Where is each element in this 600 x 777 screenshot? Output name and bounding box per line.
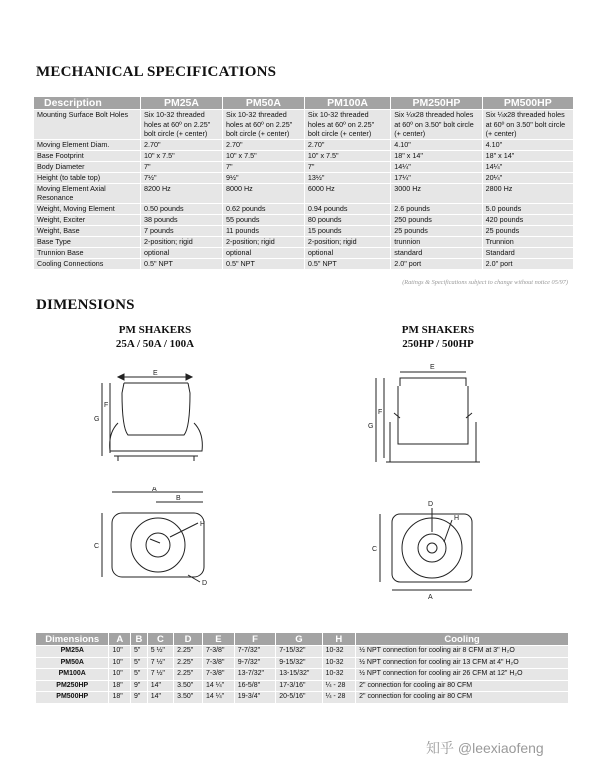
spec-row-label: Weight, Base: [34, 225, 141, 236]
spec-cell: 2.70": [222, 139, 304, 150]
spec-row-label: Mounting Surface Bolt Holes: [34, 110, 141, 140]
spec-row: [34, 139, 574, 150]
spec-cell: standard: [391, 247, 482, 258]
spec-row: [34, 203, 574, 214]
spec-row-label: Trunnion Base: [34, 247, 141, 258]
dims-cell: 14": [147, 680, 173, 692]
dims-cell: 14 ¼": [203, 680, 235, 692]
spec-cell: 0.5" NPT: [222, 258, 304, 269]
large-shaker-plan-drawing: [370, 496, 490, 601]
dimensions-title: DIMENSIONS: [36, 297, 135, 313]
spec-cell: Six 10-32 threaded holes at 60º on 2.25" bolt circle (+ center): [304, 110, 390, 140]
shakers-left-caption: [95, 323, 215, 351]
dims-header-8: H: [322, 633, 356, 646]
spec-cell: 0.94 pounds: [304, 203, 390, 214]
spec-cell: 250 pounds: [391, 214, 482, 225]
spec-row: [34, 225, 574, 236]
spec-cell: 0.62 pounds: [222, 203, 304, 214]
spec-cell: 18" x 14": [391, 150, 482, 161]
dims-model: PM250HP: [36, 680, 109, 692]
dims-row: [36, 657, 569, 669]
dims-cell: 9-15/32": [276, 657, 322, 669]
label-f-right: F: [378, 409, 383, 416]
spec-header-2: PM50A: [222, 97, 304, 110]
dims-cell: 7-7/32": [234, 646, 275, 658]
dims-cell: 7 ½": [147, 657, 173, 669]
label-f-left: F: [104, 402, 109, 409]
spec-row: [34, 214, 574, 225]
dims-cell: ¼ - 28: [322, 692, 356, 704]
spec-row: [34, 183, 574, 203]
dims-cooling: 2" connection for cooling air 80 CFM: [356, 692, 569, 704]
dims-cell: 5": [131, 657, 148, 669]
spec-cell: Six 10-32 threaded holes at 60º on 2.25" bolt circle (+ center): [222, 110, 304, 140]
label-e: E: [153, 370, 158, 377]
spec-cell: 2.0" port: [482, 258, 573, 269]
dims-model: PM100A: [36, 669, 109, 681]
label-c-right: C: [372, 546, 378, 553]
dims-header-3: C: [147, 633, 173, 646]
spec-cell: 11 pounds: [222, 225, 304, 236]
dims-cooling: ½ NPT connection for cooling air 13 CFM at 4" H₂O: [356, 657, 569, 669]
spec-cell: 7": [304, 161, 390, 172]
dims-cell: 20-5/16": [276, 692, 322, 704]
dims-cell: 3.50": [174, 692, 203, 704]
spec-cell: 8000 Hz: [222, 183, 304, 203]
spec-header-3: PM100A: [304, 97, 390, 110]
spec-cell: 2-position; rigid: [304, 236, 390, 247]
label-e-right: E: [430, 364, 435, 371]
dims-row: [36, 692, 569, 704]
dims-cell: 9-7/32": [234, 657, 275, 669]
spec-cell: optional: [304, 247, 390, 258]
dims-cell: 19-3/4": [234, 692, 275, 704]
spec-cell: 5.0 pounds: [482, 203, 573, 214]
dims-cell: 14": [147, 692, 173, 704]
label-h-right: H: [454, 515, 460, 522]
dims-cell: 5 ½": [147, 646, 173, 658]
dims-cell: 14 ¼": [203, 692, 235, 704]
spec-cell: 80 pounds: [304, 214, 390, 225]
spec-cell: 20¼": [482, 172, 573, 183]
label-d-left: D: [202, 580, 208, 587]
dimensions-table: [35, 632, 569, 704]
spec-cell: 14¼": [391, 161, 482, 172]
label-g-right: G: [368, 423, 374, 430]
spec-row: [34, 236, 574, 247]
spec-cell: 0.5" NPT: [304, 258, 390, 269]
dims-cell: 7-3/8": [203, 657, 235, 669]
spec-cell: 7": [222, 161, 304, 172]
spec-row: [34, 161, 574, 172]
spec-cell: 2.70": [141, 139, 223, 150]
spec-cell: Six ¼x28 threaded holes at 60º on 3.50" bolt circle (+ center): [482, 110, 573, 140]
dims-model: PM500HP: [36, 692, 109, 704]
shakers-right-caption: [378, 323, 498, 351]
dims-cell: 7-15/32": [276, 646, 322, 658]
spec-cell: 7 pounds: [141, 225, 223, 236]
large-shaker-side-drawing: [360, 358, 485, 483]
dims-cell: 16-5/8": [234, 680, 275, 692]
dims-model: PM50A: [36, 657, 109, 669]
spec-row: [34, 150, 574, 161]
spec-cell: 10" x 7.5": [222, 150, 304, 161]
dims-header-2: B: [131, 633, 148, 646]
spec-cell: 2-position; rigid: [141, 236, 223, 247]
spec-cell: 2.6 pounds: [391, 203, 482, 214]
label-a-left: A: [152, 487, 157, 493]
spec-row-label: Base Footprint: [34, 150, 141, 161]
dims-header-1: A: [109, 633, 131, 646]
dims-cell: 5": [131, 669, 148, 681]
spec-row: [34, 258, 574, 269]
spec-header-4: PM250HP: [391, 97, 482, 110]
spec-row-label: Moving Element Axial Resonance: [34, 183, 141, 203]
shakers-left-line2: 25A / 50A / 100A: [115, 338, 195, 350]
watermark: 知乎 @leexiaofeng: [426, 740, 544, 756]
spec-cell: 7": [141, 161, 223, 172]
shakers-left-line1: PM SHAKERS: [118, 324, 192, 336]
spec-row-label: Base Type: [34, 236, 141, 247]
dims-cooling: 2" connection for cooling air 80 CFM: [356, 680, 569, 692]
dims-cell: 10-32: [322, 646, 356, 658]
spec-note: (Ratings & Specifications subject to change without notice 05/97): [402, 279, 568, 286]
dims-cell: 13-15/32": [276, 669, 322, 681]
spec-cell: Six ¼x28 threaded holes at 60º on 3.50" bolt circle (+ center): [391, 110, 482, 140]
spec-cell: 17¼": [391, 172, 482, 183]
spec-cell: 9½": [222, 172, 304, 183]
dims-header-0: Dimensions: [36, 633, 109, 646]
spec-cell: 14¼": [482, 161, 573, 172]
spec-cell: Six 10-32 threaded holes at 60º on 2.25" bolt circle (+ center): [141, 110, 223, 140]
label-a-right: A: [428, 594, 433, 601]
spec-cell: Standard: [482, 247, 573, 258]
dims-cell: 13-7/32": [234, 669, 275, 681]
dims-cell: 18": [109, 680, 131, 692]
spec-cell: optional: [141, 247, 223, 258]
spec-cell: 2800 Hz: [482, 183, 573, 203]
spec-row: [34, 247, 574, 258]
spec-cell: 0.5" NPT: [141, 258, 223, 269]
spec-cell: trunnion: [391, 236, 482, 247]
spec-cell: optional: [222, 247, 304, 258]
dims-cell: ¼ - 28: [322, 680, 356, 692]
mechanical-specs-title: MECHANICAL SPECIFICATIONS: [36, 64, 277, 80]
spec-cell: Trunnion: [482, 236, 573, 247]
dims-row: [36, 646, 569, 658]
dims-cooling: ½ NPT connection for cooling air 8 CFM at 3" H₂O: [356, 646, 569, 658]
spec-row: [34, 110, 574, 140]
small-shaker-plan-drawing: [88, 487, 228, 587]
spec-cell: 0.50 pounds: [141, 203, 223, 214]
spec-cell: 25 pounds: [391, 225, 482, 236]
label-g-left: G: [94, 416, 100, 423]
dims-cell: 7-3/8": [203, 669, 235, 681]
spec-cell: 4.10": [391, 139, 482, 150]
shakers-right-line2: 250HP / 500HP: [402, 338, 474, 350]
dims-cell: 2.25": [174, 646, 203, 658]
spec-cell: 13½": [304, 172, 390, 183]
dims-header-9: Cooling: [356, 633, 569, 646]
mechanical-specs-table: [33, 96, 574, 270]
spec-cell: 18" x 14": [482, 150, 573, 161]
dims-header-7: G: [276, 633, 322, 646]
dims-row: [36, 680, 569, 692]
label-h-left: H: [200, 521, 206, 528]
dims-header-5: E: [203, 633, 235, 646]
dims-model: PM25A: [36, 646, 109, 658]
dims-header-6: F: [234, 633, 275, 646]
dims-cell: 3.50": [174, 680, 203, 692]
spec-header-5: PM500HP: [482, 97, 573, 110]
spec-row-label: Height (to table top): [34, 172, 141, 183]
spec-header-0: Description: [34, 97, 141, 110]
dims-cell: 17-3/16": [276, 680, 322, 692]
spec-row-label: Weight, Moving Element: [34, 203, 141, 214]
spec-cell: 6000 Hz: [304, 183, 390, 203]
dims-cell: 10": [109, 669, 131, 681]
spec-cell: 4.10": [482, 139, 573, 150]
spec-cell: 2-position; rigid: [222, 236, 304, 247]
spec-cell: 8200 Hz: [141, 183, 223, 203]
spec-cell: 7½": [141, 172, 223, 183]
dims-header-4: D: [174, 633, 203, 646]
spec-cell: 10" x 7.5": [304, 150, 390, 161]
spec-cell: 38 pounds: [141, 214, 223, 225]
dims-cell: 2.25": [174, 669, 203, 681]
spec-cell: 3000 Hz: [391, 183, 482, 203]
dims-cooling: ½ NPT connection for cooling air 26 CFM at 12" H₂O: [356, 669, 569, 681]
spec-header-1: PM25A: [141, 97, 223, 110]
label-c-left: C: [94, 543, 100, 550]
dims-cell: 10-32: [322, 657, 356, 669]
spec-cell: 2.0" port: [391, 258, 482, 269]
spec-cell: 15 pounds: [304, 225, 390, 236]
dims-cell: 10-32: [322, 669, 356, 681]
spec-cell: 10" x 7.5": [141, 150, 223, 161]
shakers-right-line1: PM SHAKERS: [401, 324, 475, 336]
spec-row-label: Body Diameter: [34, 161, 141, 172]
label-b-left: B: [176, 495, 181, 502]
dims-cell: 7-3/8": [203, 646, 235, 658]
dims-cell: 10": [109, 657, 131, 669]
spec-cell: 55 pounds: [222, 214, 304, 225]
dims-cell: 7 ½": [147, 669, 173, 681]
dims-cell: 5": [131, 646, 148, 658]
label-d-right: D: [428, 501, 434, 508]
spec-cell: 25 pounds: [482, 225, 573, 236]
spec-cell: 420 pounds: [482, 214, 573, 225]
spec-row-label: Weight, Exciter: [34, 214, 141, 225]
dims-row: [36, 669, 569, 681]
spec-row: [34, 172, 574, 183]
dims-cell: 18": [109, 692, 131, 704]
dims-cell: 10": [109, 646, 131, 658]
spec-row-label: Cooling Connections: [34, 258, 141, 269]
spec-row-label: Moving Element Diam.: [34, 139, 141, 150]
dims-cell: 9": [131, 692, 148, 704]
dims-cell: 2.25": [174, 657, 203, 669]
spec-cell: 2.70": [304, 139, 390, 150]
small-shaker-side-drawing: [88, 363, 228, 478]
dims-cell: 9": [131, 680, 148, 692]
